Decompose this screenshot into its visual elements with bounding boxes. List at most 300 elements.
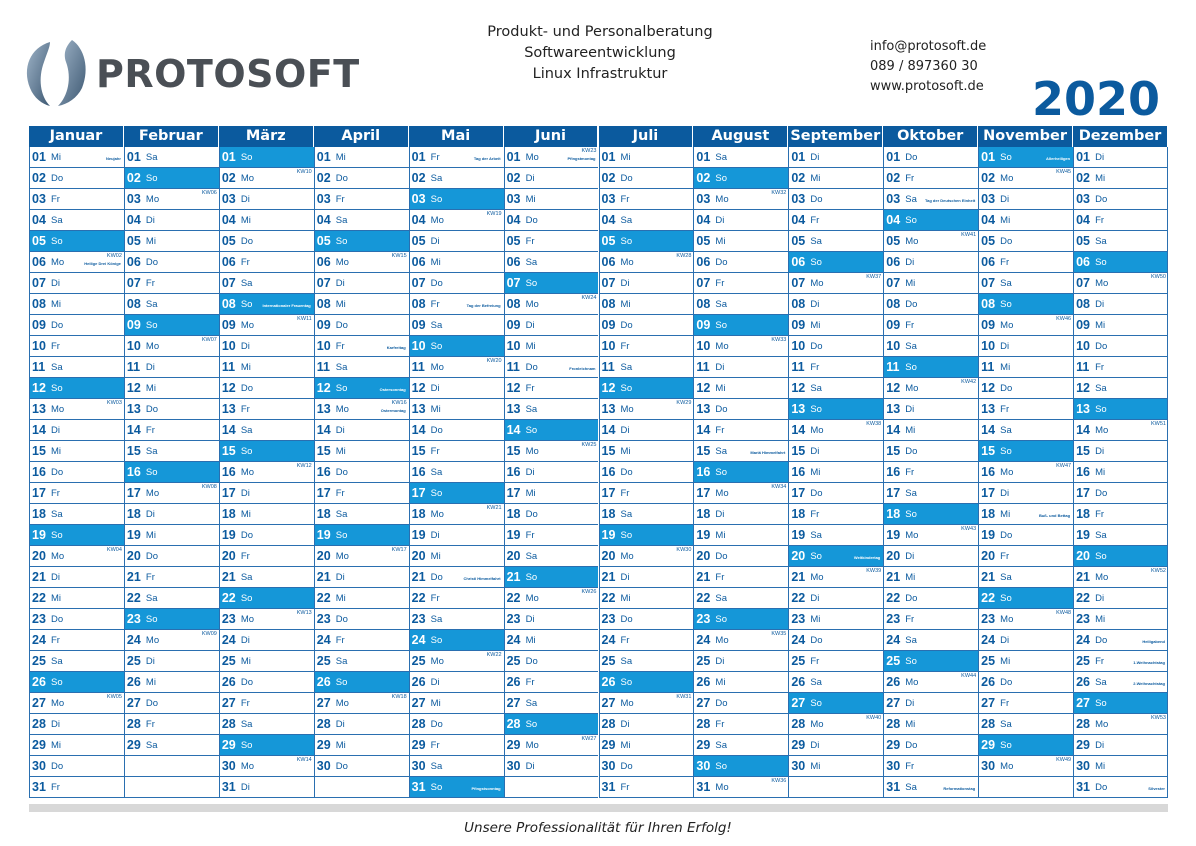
- day-number: 14: [506, 423, 521, 437]
- weekday-label: Fr: [525, 383, 535, 394]
- day-number: 23: [886, 612, 901, 626]
- day-number: 16: [316, 465, 331, 479]
- day-number: 10: [126, 339, 141, 353]
- day-cell: [693, 336, 788, 357]
- weekday-label: Do: [810, 488, 823, 499]
- contact-web: www.protosoft.de: [870, 79, 984, 94]
- week-number: KW39: [866, 568, 882, 574]
- day-number: 24: [221, 633, 236, 647]
- day-number: 10: [506, 339, 521, 353]
- weekday-label: Do: [715, 404, 728, 415]
- day-cell: [314, 441, 409, 462]
- day-cell: [599, 315, 694, 336]
- weekday-label: Mi: [240, 215, 251, 226]
- day-cell: [124, 315, 219, 336]
- day-number: 09: [601, 318, 616, 332]
- weekday-label: Sa: [525, 551, 538, 562]
- weekday-label: Fr: [810, 509, 820, 520]
- weekday-label: Mo: [810, 719, 824, 730]
- day-cell: [314, 189, 409, 210]
- day-cell: [883, 462, 978, 483]
- day-cell: [693, 462, 788, 483]
- day-number: 09: [506, 318, 521, 332]
- weekday-label: So: [51, 236, 63, 247]
- day-cell: [409, 756, 504, 777]
- day-cell: [788, 357, 883, 378]
- day-number: 12: [696, 381, 711, 395]
- day-number: 07: [791, 276, 806, 290]
- weekday-label: Di: [1095, 152, 1105, 163]
- day-number: 07: [981, 276, 996, 290]
- day-cell: [788, 630, 883, 651]
- day-cell: [978, 588, 1073, 609]
- weekday-label: Mi: [1095, 173, 1106, 184]
- weekday-label: Do: [620, 173, 633, 184]
- weekday-label: Mi: [1095, 467, 1106, 478]
- day-number: 22: [696, 591, 711, 605]
- weekday-label: Di: [525, 320, 535, 331]
- day-number: 06: [981, 255, 996, 269]
- day-cell: [788, 441, 883, 462]
- day-cell: [504, 294, 599, 315]
- weekday-label: Di: [145, 215, 155, 226]
- day-cell: [693, 441, 788, 462]
- weekday-label: So: [715, 173, 728, 184]
- weekday-label: Mi: [620, 740, 631, 751]
- weekday-label: Mo: [620, 257, 634, 268]
- holiday-label: Heilige Drei Könige: [84, 261, 121, 266]
- weekday-label: Di: [525, 761, 535, 772]
- day-cell: [314, 336, 409, 357]
- weekday-label: Sa: [430, 173, 443, 184]
- day-number: 12: [886, 381, 901, 395]
- day-number: 10: [886, 339, 901, 353]
- weekday-label: So: [430, 782, 443, 793]
- day-number: 12: [981, 381, 996, 395]
- day-cell: [219, 756, 314, 777]
- day-cell: [219, 546, 314, 567]
- holiday-label: Ostersonntag: [379, 387, 406, 392]
- weekday-label: Mi: [810, 467, 821, 478]
- day-cell: [409, 168, 504, 189]
- weekday-label: So: [145, 467, 158, 478]
- day-number: 03: [696, 192, 711, 206]
- weekday-label: Fr: [335, 341, 345, 352]
- weekday-label: So: [1095, 404, 1107, 415]
- week-number: KW32: [771, 190, 787, 196]
- day-cell: [409, 294, 504, 315]
- day-number: 21: [1076, 570, 1090, 584]
- day-cell: [409, 147, 504, 168]
- day-number: 14: [411, 423, 426, 437]
- day-cell: [409, 735, 504, 756]
- day-cell: [504, 777, 599, 798]
- day-cell: [978, 231, 1073, 252]
- day-cell: [124, 441, 219, 462]
- holiday-label: Fronleichnam: [569, 366, 596, 371]
- day-number: 02: [32, 171, 46, 185]
- day-cell: [504, 483, 599, 504]
- day-cell: [124, 399, 219, 420]
- day-cell: [883, 630, 978, 651]
- weekday-label: Do: [905, 740, 918, 751]
- week-number: KW06: [201, 190, 217, 196]
- weekday-label: Mi: [51, 593, 62, 604]
- day-cell: [693, 210, 788, 231]
- day-number: 22: [981, 591, 996, 605]
- weekday-label: Di: [430, 677, 440, 688]
- weekday-label: Sa: [240, 719, 253, 730]
- weekday-label: So: [525, 719, 538, 730]
- day-number: 05: [506, 234, 521, 248]
- day-cell: [1073, 588, 1168, 609]
- day-number: 14: [1076, 423, 1090, 437]
- weekday-label: Di: [430, 383, 440, 394]
- day-cell: [788, 693, 883, 714]
- day-cell: [504, 546, 599, 567]
- weekday-label: So: [620, 383, 633, 394]
- day-number: 28: [316, 717, 331, 731]
- day-cell: [219, 672, 314, 693]
- day-cell: [29, 693, 124, 714]
- week-number: KW40: [866, 715, 882, 721]
- day-cell: [124, 147, 219, 168]
- day-cell: [599, 147, 694, 168]
- day-cell: [124, 420, 219, 441]
- weekday-label: Mo: [905, 677, 919, 688]
- day-number: 31: [32, 780, 46, 794]
- day-number: 01: [696, 150, 711, 164]
- day-cell: [219, 420, 314, 441]
- day-cell: [314, 294, 409, 315]
- weekday-label: Mo: [240, 173, 255, 184]
- day-cell: [409, 210, 504, 231]
- weekday-label: Do: [715, 698, 728, 709]
- day-number: 31: [601, 780, 616, 794]
- day-cell: [219, 714, 314, 735]
- day-cell: [1073, 441, 1168, 462]
- day-cell: [788, 588, 883, 609]
- week-number: KW24: [581, 295, 597, 301]
- day-cell: [978, 273, 1073, 294]
- day-cell: [219, 462, 314, 483]
- day-number: 13: [791, 402, 806, 416]
- day-cell: [978, 714, 1073, 735]
- day-number: 23: [411, 612, 426, 626]
- holiday-label: Pfingstmontag: [567, 156, 596, 161]
- weekday-label: So: [335, 677, 348, 688]
- day-cell: [314, 756, 409, 777]
- day-cell: [693, 189, 788, 210]
- weekday-label: Mo: [810, 278, 824, 289]
- weekday-label: So: [1095, 551, 1107, 562]
- day-number: 20: [411, 549, 426, 563]
- day-number: 05: [981, 234, 996, 248]
- day-cell: [693, 483, 788, 504]
- week-number: KW35: [771, 631, 787, 637]
- weekday-label: Do: [145, 404, 159, 415]
- day-cell: [599, 441, 694, 462]
- day-number: 13: [316, 402, 331, 416]
- month-header: Februar: [124, 126, 218, 147]
- day-cell: [599, 567, 694, 588]
- weekday-label: So: [1000, 446, 1012, 457]
- weekday-label: Sa: [905, 194, 917, 205]
- day-number: 19: [1076, 528, 1090, 542]
- day-number: 15: [696, 444, 711, 458]
- weekday-label: Di: [525, 173, 535, 184]
- day-cell: [883, 420, 978, 441]
- day-cell: [599, 525, 694, 546]
- day-cell: [314, 420, 409, 441]
- weekday-label: Sa: [335, 656, 348, 667]
- day-number: 30: [221, 759, 236, 773]
- day-cell: [219, 252, 314, 273]
- weekday-label: Fr: [1000, 698, 1010, 709]
- day-cell: [1073, 147, 1168, 168]
- weekday-label: Do: [525, 656, 538, 667]
- day-number: 29: [32, 738, 46, 752]
- weekday-label: Sa: [905, 488, 917, 499]
- week-number: KW13: [296, 610, 312, 616]
- day-number: 22: [126, 591, 141, 605]
- weekday-label: So: [430, 488, 443, 499]
- day-number: 04: [601, 213, 616, 227]
- day-number: 17: [791, 486, 806, 500]
- weekday-label: Mi: [51, 446, 62, 457]
- weekday-label: Mi: [1000, 509, 1011, 520]
- column-divider: [788, 147, 789, 798]
- day-cell: [1073, 525, 1168, 546]
- weekday-label: Fr: [715, 719, 725, 730]
- day-number: 13: [221, 402, 236, 416]
- day-number: 08: [981, 297, 996, 311]
- day-cell: [788, 378, 883, 399]
- day-number: 17: [601, 486, 616, 500]
- weekday-label: Fr: [620, 488, 630, 499]
- day-cell: [124, 693, 219, 714]
- day-cell: [1073, 252, 1168, 273]
- day-cell: [1073, 168, 1168, 189]
- weekday-label: Do: [1095, 194, 1108, 205]
- day-number: 04: [506, 213, 521, 227]
- day-cell: [978, 252, 1073, 273]
- column-divider: [693, 147, 694, 798]
- weekday-label: Di: [810, 446, 820, 457]
- day-cell: [693, 504, 788, 525]
- month-header: Oktober: [883, 126, 977, 147]
- day-number: 08: [1076, 297, 1090, 311]
- day-number: 25: [601, 654, 616, 668]
- weekday-label: So: [145, 320, 158, 331]
- day-cell: [409, 252, 504, 273]
- day-number: 27: [1076, 696, 1090, 710]
- week-number: KW27: [581, 736, 597, 742]
- weekday-label: So: [905, 656, 917, 667]
- day-cell: [124, 273, 219, 294]
- day-number: 15: [126, 444, 141, 458]
- weekday-label: Mi: [430, 698, 441, 709]
- weekday-label: Mo: [905, 383, 919, 394]
- day-cell: [978, 294, 1073, 315]
- weekday-label: Mo: [525, 446, 539, 457]
- day-cell: [29, 273, 124, 294]
- day-number: 16: [126, 465, 141, 479]
- week-number: KW31: [676, 694, 692, 700]
- day-number: 06: [316, 255, 331, 269]
- brand-name: PROTOSOFT: [96, 52, 360, 96]
- weekday-label: Do: [51, 467, 64, 478]
- weekday-label: Di: [145, 362, 155, 373]
- day-number: 06: [126, 255, 141, 269]
- day-number: 04: [791, 213, 806, 227]
- day-number: 09: [32, 318, 46, 332]
- column-divider: [409, 147, 410, 798]
- weekday-label: Di: [51, 425, 60, 436]
- weekday-label: Di: [430, 530, 440, 541]
- weekday-label: Di: [905, 551, 915, 562]
- day-number: 30: [696, 759, 711, 773]
- day-number: 19: [506, 528, 521, 542]
- day-cell: [599, 546, 694, 567]
- day-number: 12: [506, 381, 521, 395]
- day-number: 23: [506, 612, 521, 626]
- day-cell: [504, 441, 599, 462]
- week-number: KW19: [486, 211, 502, 217]
- weekday-label: Di: [525, 614, 535, 625]
- day-number: 14: [126, 423, 141, 437]
- weekday-label: Do: [335, 614, 348, 625]
- month-header: März: [219, 126, 313, 147]
- weekday-label: Mi: [905, 572, 916, 583]
- day-cell: [1073, 672, 1168, 693]
- day-number: 27: [126, 696, 141, 710]
- weekday-label: Di: [1000, 635, 1010, 646]
- month-header: April: [314, 126, 408, 147]
- day-number: 11: [221, 360, 236, 374]
- day-cell: [124, 609, 219, 630]
- day-cell: [124, 357, 219, 378]
- day-cell: [504, 168, 599, 189]
- weekday-label: Fr: [1000, 551, 1010, 562]
- day-cell: [693, 630, 788, 651]
- day-number: 11: [791, 360, 805, 374]
- month-header: Mai: [409, 126, 503, 147]
- day-cell: [788, 294, 883, 315]
- day-number: 13: [1076, 402, 1090, 416]
- day-cell: [409, 777, 504, 798]
- day-number: 18: [411, 507, 426, 521]
- weekday-label: Di: [620, 425, 630, 436]
- holiday-label: Weltkindertag: [853, 555, 881, 560]
- day-number: 19: [601, 528, 616, 542]
- day-cell: [409, 609, 504, 630]
- day-number: 06: [886, 255, 901, 269]
- weekday-label: So: [905, 215, 917, 226]
- day-number: 24: [32, 633, 46, 647]
- day-cell: [693, 399, 788, 420]
- day-number: 18: [316, 507, 331, 521]
- day-cell: [599, 399, 694, 420]
- service-line: Linux Infrastruktur: [532, 66, 668, 82]
- day-cell: [978, 315, 1073, 336]
- day-number: 29: [411, 738, 426, 752]
- day-number: 26: [316, 675, 331, 689]
- day-number: 10: [601, 339, 616, 353]
- day-number: 22: [1076, 591, 1090, 605]
- weekday-label: Sa: [145, 446, 158, 457]
- weekday-label: Mo: [1095, 719, 1109, 730]
- weekday-label: Mi: [51, 299, 62, 310]
- weekday-label: Mi: [240, 362, 251, 373]
- day-cell: [219, 315, 314, 336]
- day-number: 06: [791, 255, 806, 269]
- weekday-label: Fr: [905, 761, 915, 772]
- day-number: 19: [32, 528, 46, 542]
- weekday-label: Mi: [525, 194, 536, 205]
- day-cell: [409, 273, 504, 294]
- weekday-label: Di: [810, 152, 820, 163]
- day-number: 21: [886, 570, 901, 584]
- week-number: KW36: [771, 778, 787, 784]
- day-number: 25: [981, 654, 996, 668]
- day-cell: [219, 147, 314, 168]
- weekday-label: Do: [620, 761, 633, 772]
- weekday-label: Sa: [525, 257, 538, 268]
- day-number: 29: [981, 738, 996, 752]
- day-cell: [124, 294, 219, 315]
- day-number: 28: [791, 717, 806, 731]
- day-number: 29: [506, 738, 521, 752]
- week-number: KW47: [1056, 463, 1072, 469]
- day-number: 18: [1076, 507, 1090, 521]
- weekday-label: Mo: [715, 488, 729, 499]
- weekday-label: Di: [810, 593, 820, 604]
- day-cell: [29, 483, 124, 504]
- weekday-label: Di: [240, 341, 250, 352]
- day-cell: [693, 420, 788, 441]
- week-number: KW29: [676, 400, 692, 406]
- weekday-label: So: [715, 614, 728, 625]
- day-number: 26: [506, 675, 521, 689]
- day-number: 03: [32, 192, 46, 206]
- weekday-label: Mi: [335, 446, 346, 457]
- day-number: 27: [506, 696, 521, 710]
- day-cell: [29, 210, 124, 231]
- holiday-label: Karfreitag: [386, 345, 406, 350]
- day-number: 15: [316, 444, 331, 458]
- day-cell: [978, 756, 1073, 777]
- day-number: 05: [1076, 234, 1090, 248]
- day-cell: [219, 378, 314, 399]
- day-cell: [1073, 483, 1168, 504]
- day-cell: [599, 189, 694, 210]
- day-cell: [219, 525, 314, 546]
- weekday-label: Do: [145, 257, 159, 268]
- day-cell: [883, 735, 978, 756]
- day-cell: [219, 357, 314, 378]
- day-cell: [599, 357, 694, 378]
- day-number: 11: [32, 360, 46, 374]
- day-cell: [29, 504, 124, 525]
- day-cell: [788, 714, 883, 735]
- weekday-label: Do: [335, 173, 348, 184]
- day-cell: [124, 210, 219, 231]
- day-number: 09: [126, 318, 141, 332]
- day-number: 10: [696, 339, 711, 353]
- day-cell: [124, 672, 219, 693]
- day-cell: [1073, 273, 1168, 294]
